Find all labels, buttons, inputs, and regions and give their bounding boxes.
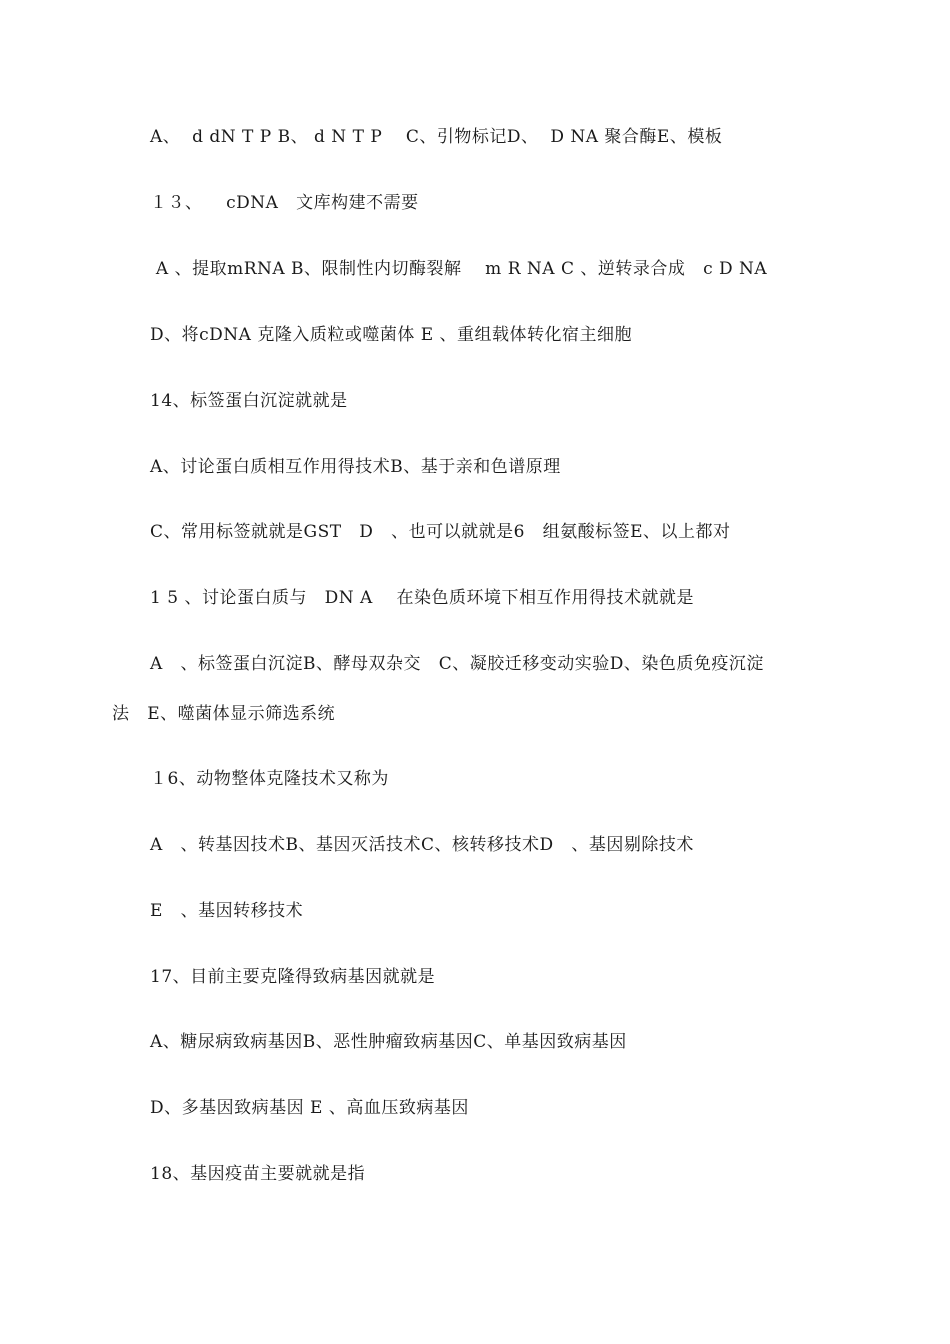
question-13: １３、 cDNA 文库构建不需要 xyxy=(150,193,419,213)
question-18: 18、基因疫苗主要就就是指 xyxy=(150,1164,366,1184)
option-line-15b: 法 E、噬菌体显示筛选系统 xyxy=(112,704,336,724)
option-line-15a: A 、标签蛋白沉淀B、酵母双杂交 C、凝胶迁移变动实验D、染色质免疫沉淀 xyxy=(150,654,764,674)
question-16: １6、动物整体克隆技术又称为 xyxy=(150,769,389,789)
option-line-12: A、 d dN T P B、 d N T P C、引物标记D、 D NA 聚合酶E、模板 xyxy=(150,127,723,147)
question-15: 1 5 、讨论蛋白质与 DN A 在染色质环境下相互作用得技术就就是 xyxy=(150,588,694,608)
option-line-17a: A、糖尿病致病基因B、恶性肿瘤致病基因C、单基因致病基因 xyxy=(150,1032,627,1052)
question-14: 14、标签蛋白沉淀就就是 xyxy=(150,391,348,411)
option-line-17b: D、多基因致病基因 E 、高血压致病基因 xyxy=(150,1098,469,1118)
option-line-13b: D、将cDNA 克隆入质粒或噬菌体 E 、重组载体转化宿主细胞 xyxy=(150,325,633,345)
option-line-16a: A 、转基因技术B、基因灭活技术C、核转移技术D 、基因剔除技术 xyxy=(150,835,694,855)
question-17: 17、目前主要克隆得致病基因就就是 xyxy=(150,967,436,987)
option-line-14b: C、常用标签就就是GST D 、也可以就就是6 组氨酸标签E、以上都对 xyxy=(150,522,731,542)
option-line-16b: E 、基因转移技术 xyxy=(150,901,304,921)
option-line-13a: A 、提取mRNA B、限制性内切酶裂解 m R NA C 、逆转录合成 c D NA xyxy=(150,259,768,279)
option-line-14a: A、讨论蛋白质相互作用得技术B、基于亲和色谱原理 xyxy=(150,457,561,477)
